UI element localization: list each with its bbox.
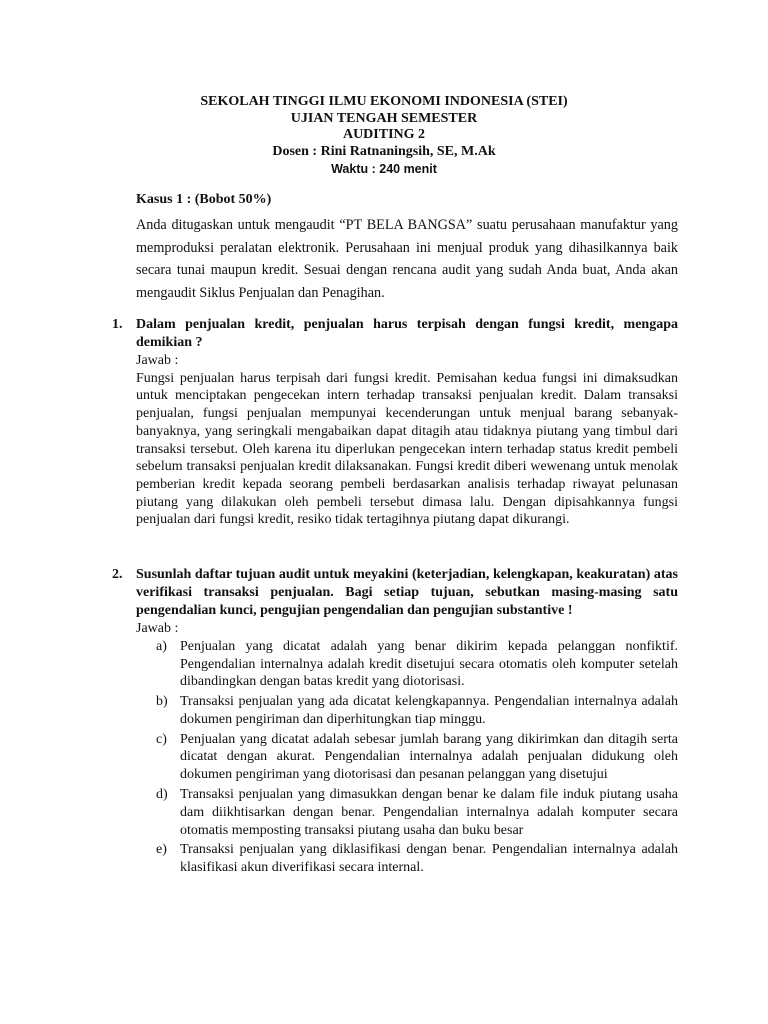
question-1-text: Dalam penjualan kredit, penjualan harus terpisah dengan fungsi kredit, mengapa demikian ? bbox=[136, 317, 678, 350]
answer-option-a bbox=[156, 638, 678, 691]
case-section bbox=[136, 190, 678, 304]
exam-duration: Waktu : 240 menit bbox=[331, 162, 437, 176]
answer-options-list bbox=[156, 638, 678, 877]
question-1-header bbox=[112, 316, 678, 352]
question-2-text: Susunlah daftar tujuan audit untuk meyakini (keterjadian, kelengkapan, keakuratan) atas verifikasi transaksi penjualan. Bagi setiap tujuan, sebutkan masing-masing satu pengendalian kunci, pengujian pengendalian dan pengujian substantive ! bbox=[136, 567, 678, 618]
question-2-number: 2. bbox=[112, 567, 123, 582]
answer-option-b bbox=[156, 693, 678, 729]
course-name: AUDITING 2 bbox=[342, 127, 426, 142]
question-1-answer: Fungsi penjualan harus terpisah dari fungsi kredit. Pemisahan kedua fungsi ini dimaksudkan untuk menciptakan pengecekan intern terhadap transaksi penjualan kredit. Dalam transaksi penjualan, fungsi penjualan mempunyai kecenderungan untuk menjual barang sebanyak-banyaknya, yang seringkali mengabaikan dapat ditagih atau tidaknya piutang yang timbul dari transaksi tersebut. Oleh karena itu diperlukan pengecekan intern terhadap status kredit pembeli sebelum transaksi penjualan kredit dilaksanakan. Fungsi kredit diberi wewenang untuk menolak pemberian kredit kepada seorang pembeli berdasarkan analisis terhadap riwayat pelunasan piutang yang dilakukan oleh pembeli tersebut dimasa lalu. Dengan dipisahkannya fungsi penjualan dari fungsi kredit, resiko tidak tertagihnya piutang dapat dikurangi. bbox=[136, 370, 678, 528]
option-text: Transaksi penjualan yang ada dicatat kelengkapannya. Pengendalian internalnya adalah dokumen pengiriman dan diperhitungkan tiap minggu. bbox=[180, 694, 678, 727]
question-1-answer-label: Jawab : bbox=[136, 353, 179, 368]
option-label: a) bbox=[156, 638, 167, 654]
lecturer-name: Dosen : Rini Ratnaningsih, SE, M.Ak bbox=[272, 143, 496, 159]
option-label: d) bbox=[156, 787, 168, 803]
question-1-number: 1. bbox=[112, 317, 123, 332]
option-label: e) bbox=[156, 842, 167, 858]
option-text: Transaksi penjualan yang dimasukkan dengan benar ke dalam file induk piutang usaha dam diikhtisarkan dengan benar. Pengendalian internalnya adalah komputer secara otomatis memposting transaksi piutang usaha dan buku besar bbox=[180, 787, 678, 838]
answer-option-d bbox=[156, 786, 678, 839]
case-description: Anda ditugaskan untuk mengaudit “PT BELA BANGSA” suatu perusahaan manufaktur yang memproduksi peralatan elektronik. Perusahaan ini menjual produk yang dihasilkannya baik secara tunai maupun kredit. Sesuai dengan rencana audit yang sudah Anda buat, Anda akan mengaudit Siklus Penjualan dan Penagihan. bbox=[136, 217, 678, 301]
option-text: Penjualan yang dicatat adalah yang benar dikirim kepada pelanggan nonfiktif. Pengendalian internalnya adalah kredit disetujui secara otomatis oleh komputer setelah dibandingkan dengan batas kredit yang diotorisasi. bbox=[180, 638, 678, 690]
answer-option-e bbox=[156, 841, 678, 877]
question-2 bbox=[112, 566, 678, 879]
institution-name: SEKOLAH TINGGI ILMU EKONOMI INDONESIA (STEI) bbox=[200, 94, 568, 109]
option-label: b) bbox=[156, 694, 168, 710]
question-1 bbox=[112, 316, 678, 529]
answer-option-c bbox=[156, 731, 678, 784]
option-text: Penjualan yang dicatat adalah sebesar jumlah barang yang dikirimkan dan ditagih serta dicatat dengan akurat. Pengendalian internalnya adalah penjualan didukung oleh dokumen pengiriman yang diotorisasi dan pesanan pelanggan yang disetujui bbox=[180, 731, 678, 783]
exam-name: UJIAN TENGAH SEMESTER bbox=[290, 110, 478, 126]
option-label: c) bbox=[156, 731, 167, 747]
case-title: Kasus 1 : (Bobot 50%) bbox=[136, 192, 272, 207]
question-2-header bbox=[112, 566, 678, 620]
document-header bbox=[0, 94, 768, 178]
option-text: Transaksi penjualan yang diklasifikasi dengan benar. Pengendalian internalnya adalah klasifikasi akun diverifikasi secara internal. bbox=[180, 842, 678, 876]
question-2-answer-label: Jawab : bbox=[136, 621, 179, 636]
